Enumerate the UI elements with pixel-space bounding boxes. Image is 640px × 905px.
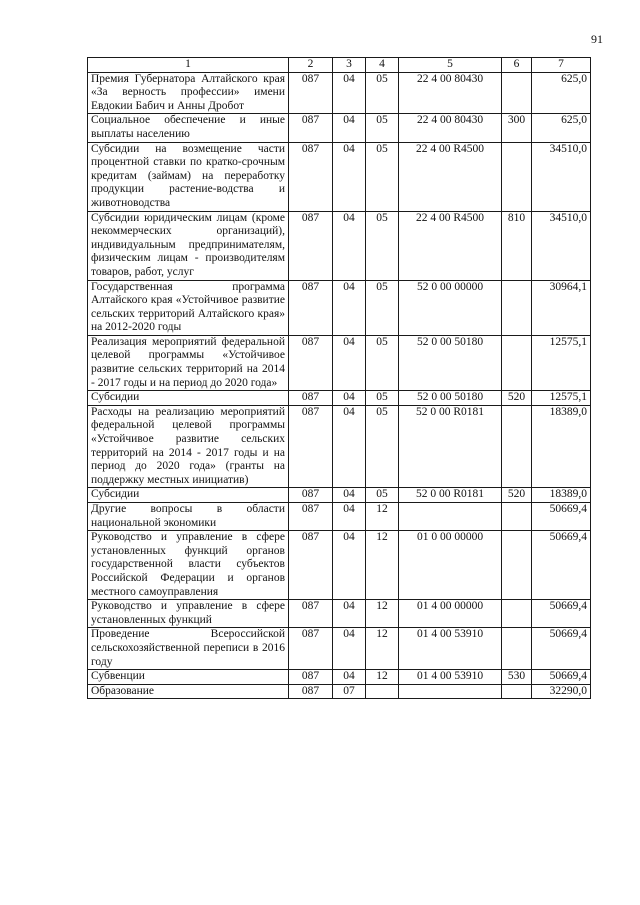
item-name-cell: Субсидии (88, 391, 289, 406)
subsection-cell: 05 (366, 405, 399, 488)
subsection-cell (366, 684, 399, 699)
subsection-cell: 05 (366, 114, 399, 142)
target-article-cell (399, 684, 502, 699)
item-name-cell: Субсидии на возмещение части процентной ставки по кратко-срочным кредитам (займам) на переработку продукции растение-водства и животноводства (88, 142, 289, 211)
admin-code-cell: 087 (289, 531, 333, 600)
header-cell: 5 (399, 58, 502, 73)
section-cell: 04 (333, 142, 366, 211)
section-cell: 04 (333, 670, 366, 685)
section-cell: 04 (333, 280, 366, 335)
item-name-cell: Государственная программа Алтайского края «Устойчивое развитие сельских территорий Алтайского края» на 2012-2020 годы (88, 280, 289, 335)
section-cell: 04 (333, 391, 366, 406)
table-row (88, 405, 591, 488)
expense-type-cell (502, 531, 532, 600)
target-article-cell: 22 4 00 R4500 (399, 142, 502, 211)
amount-cell: 32290,0 (532, 684, 591, 699)
item-name-cell: Проведение Всероссийской сельскохозяйственной переписи в 2016 году (88, 628, 289, 670)
table-row (88, 488, 591, 503)
section-cell: 04 (333, 335, 366, 390)
item-name-cell: Субсидии (88, 488, 289, 503)
expense-type-cell (502, 628, 532, 670)
subsection-cell: 05 (366, 280, 399, 335)
amount-cell: 34510,0 (532, 142, 591, 211)
item-name-cell: Другие вопросы в области национальной экономики (88, 503, 289, 531)
table-row (88, 600, 591, 628)
expense-type-cell (502, 405, 532, 488)
item-name-cell: Руководство и управление в сфере установленных функций (88, 600, 289, 628)
admin-code-cell: 087 (289, 600, 333, 628)
admin-code-cell: 087 (289, 72, 333, 114)
table-row (88, 391, 591, 406)
admin-code-cell: 087 (289, 670, 333, 685)
amount-cell: 18389,0 (532, 488, 591, 503)
header-cell: 6 (502, 58, 532, 73)
item-name-cell: Расходы на реализацию мероприятий федеральной целевой программы «Устойчивое развитие сельских территорий на 2014 - 2017 годы и на период до 2020 года» (гранты на поддержку местных инициатив) (88, 405, 289, 488)
amount-cell: 50669,4 (532, 531, 591, 600)
target-article-cell: 52 0 00 R0181 (399, 405, 502, 488)
admin-code-cell: 087 (289, 405, 333, 488)
section-cell: 04 (333, 628, 366, 670)
amount-cell: 50669,4 (532, 670, 591, 685)
admin-code-cell: 087 (289, 142, 333, 211)
subsection-cell: 12 (366, 670, 399, 685)
header-cell: 7 (532, 58, 591, 73)
table-row (88, 72, 591, 114)
target-article-cell: 22 4 00 R4500 (399, 211, 502, 280)
item-name-cell: Реализация мероприятий федеральной целевой программы «Устойчивое развитие сельских территорий на 2014 - 2017 годы и на период до 2020 года» (88, 335, 289, 390)
amount-cell: 12575,1 (532, 335, 591, 390)
header-cell: 4 (366, 58, 399, 73)
amount-cell: 625,0 (532, 114, 591, 142)
table-row (88, 628, 591, 670)
item-name-cell: Образование (88, 684, 289, 699)
target-article-cell: 01 4 00 00000 (399, 600, 502, 628)
subsection-cell: 12 (366, 600, 399, 628)
subsection-cell: 05 (366, 391, 399, 406)
item-name-cell: Социальное обеспечение и иные выплаты населению (88, 114, 289, 142)
table-row (88, 114, 591, 142)
admin-code-cell: 087 (289, 391, 333, 406)
subsection-cell: 05 (366, 211, 399, 280)
amount-cell: 18389,0 (532, 405, 591, 488)
header-cell: 3 (333, 58, 366, 73)
subsection-cell: 05 (366, 142, 399, 211)
item-name-cell: Субсидии юридическим лицам (кроме некоммерческих организаций), индивидуальным предпринимателям, физическим лицам - производителям товаров, работ, услуг (88, 211, 289, 280)
subsection-cell: 12 (366, 503, 399, 531)
amount-cell: 12575,1 (532, 391, 591, 406)
target-article-cell (399, 503, 502, 531)
table-row (88, 684, 591, 699)
header-cell: 2 (289, 58, 333, 73)
target-article-cell: 52 0 00 R0181 (399, 488, 502, 503)
admin-code-cell: 087 (289, 488, 333, 503)
expense-type-cell: 810 (502, 211, 532, 280)
subsection-cell: 05 (366, 335, 399, 390)
table-row (88, 531, 591, 600)
admin-code-cell: 087 (289, 503, 333, 531)
item-name-cell: Руководство и управление в сфере установленных функций органов государственной власти субъектов Российской Федерации и органов местного самоуправления (88, 531, 289, 600)
admin-code-cell: 087 (289, 684, 333, 699)
admin-code-cell: 087 (289, 335, 333, 390)
section-cell: 04 (333, 72, 366, 114)
target-article-cell: 01 4 00 53910 (399, 628, 502, 670)
page-number: 91 (591, 32, 603, 46)
expense-type-cell (502, 280, 532, 335)
expense-type-cell: 300 (502, 114, 532, 142)
expense-type-cell (502, 142, 532, 211)
budget-table (87, 57, 591, 699)
target-article-cell: 52 0 00 50180 (399, 391, 502, 406)
target-article-cell: 52 0 00 00000 (399, 280, 502, 335)
subsection-cell: 12 (366, 531, 399, 600)
admin-code-cell: 087 (289, 280, 333, 335)
section-cell: 04 (333, 488, 366, 503)
admin-code-cell: 087 (289, 114, 333, 142)
target-article-cell: 22 4 00 80430 (399, 72, 502, 114)
expense-type-cell: 530 (502, 670, 532, 685)
expense-type-cell (502, 600, 532, 628)
amount-cell: 30964,1 (532, 280, 591, 335)
section-cell: 04 (333, 503, 366, 531)
expense-type-cell (502, 684, 532, 699)
expense-type-cell: 520 (502, 488, 532, 503)
section-cell: 04 (333, 600, 366, 628)
expense-type-cell: 520 (502, 391, 532, 406)
item-name-cell: Субвенции (88, 670, 289, 685)
table-row (88, 280, 591, 335)
admin-code-cell: 087 (289, 211, 333, 280)
table-row (88, 335, 591, 390)
expense-type-cell (502, 503, 532, 531)
table-row (88, 670, 591, 685)
header-row (88, 58, 591, 73)
target-article-cell: 52 0 00 50180 (399, 335, 502, 390)
table-row (88, 211, 591, 280)
section-cell: 04 (333, 531, 366, 600)
target-article-cell: 22 4 00 80430 (399, 114, 502, 142)
section-cell: 04 (333, 405, 366, 488)
section-cell: 04 (333, 114, 366, 142)
amount-cell: 50669,4 (532, 503, 591, 531)
table-row (88, 142, 591, 211)
admin-code-cell: 087 (289, 628, 333, 670)
subsection-cell: 05 (366, 72, 399, 114)
section-cell: 04 (333, 211, 366, 280)
amount-cell: 50669,4 (532, 628, 591, 670)
table-row (88, 503, 591, 531)
target-article-cell: 01 0 00 00000 (399, 531, 502, 600)
subsection-cell: 05 (366, 488, 399, 503)
expense-type-cell (502, 72, 532, 114)
amount-cell: 625,0 (532, 72, 591, 114)
subsection-cell: 12 (366, 628, 399, 670)
header-cell: 1 (88, 58, 289, 73)
amount-cell: 50669,4 (532, 600, 591, 628)
item-name-cell: Премия Губернатора Алтайского края «За верность профессии» имени Евдокии Бабич и Анны Дробот (88, 72, 289, 114)
target-article-cell: 01 4 00 53910 (399, 670, 502, 685)
section-cell: 07 (333, 684, 366, 699)
amount-cell: 34510,0 (532, 211, 591, 280)
expense-type-cell (502, 335, 532, 390)
